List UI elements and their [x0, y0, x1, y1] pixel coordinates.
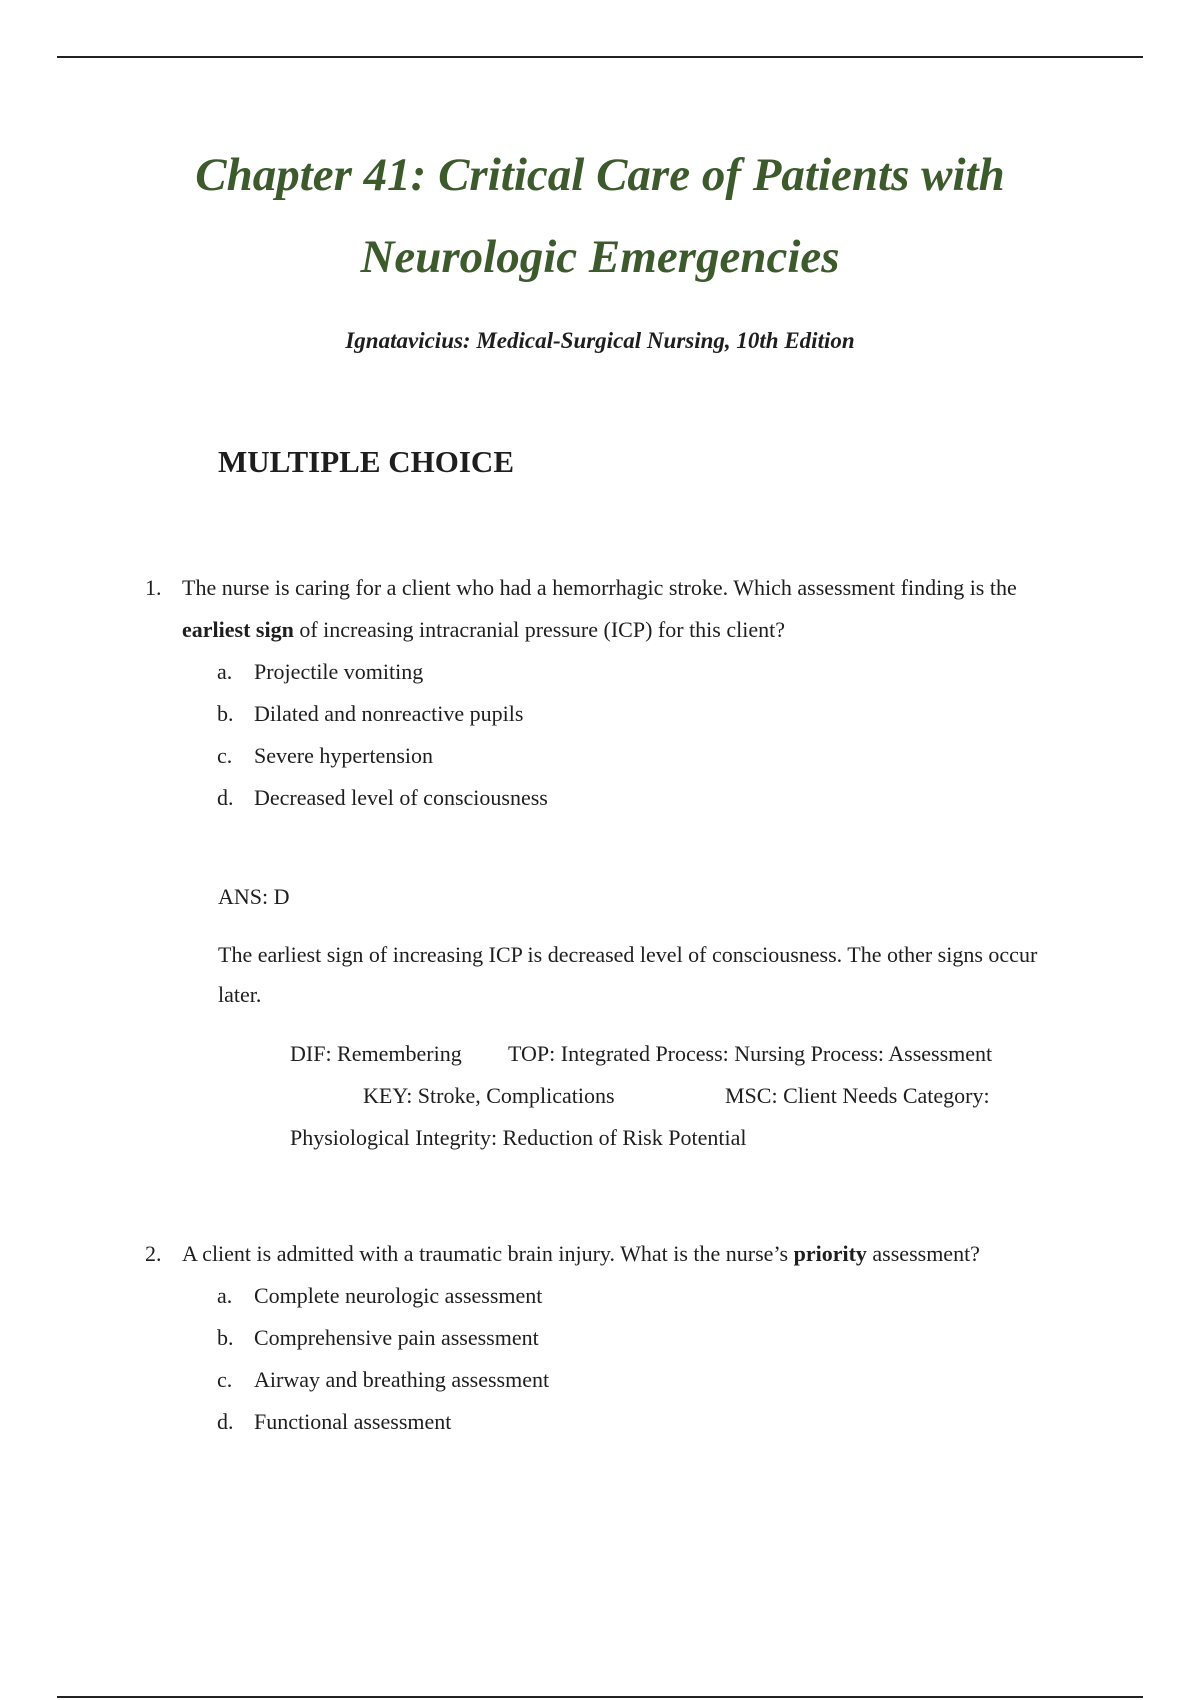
option-text: Comprehensive pain assessment: [254, 1325, 539, 1350]
section-heading: MULTIPLE CHOICE: [218, 444, 514, 479]
chapter-title: [0, 134, 1200, 298]
question-1: [145, 567, 1045, 819]
option-d: [145, 777, 1045, 819]
emphasis-text: earliest sign: [182, 617, 294, 642]
rationale: The earliest sign of increasing ICP is decreased level of consciousness. The other signs occur later.: [218, 942, 1038, 1007]
option-a: [145, 651, 1045, 693]
option-letter: c.: [217, 743, 233, 768]
option-letter: b.: [217, 1325, 234, 1350]
option-a: [145, 1275, 1045, 1317]
question-number: 1.: [145, 575, 162, 600]
question-stem: The nurse is caring for a client who had a hemorrhagic stroke. Which assessment finding is the earliest sign of increasing intracranial pressure (ICP) for this client?: [182, 575, 1017, 642]
option-text: Severe hypertension: [254, 743, 433, 768]
option-b: [145, 693, 1045, 735]
option-text: Complete neurologic assessment: [254, 1283, 543, 1308]
msc-meta-continued: Physiological Integrity: Reduction of Risk Potential: [290, 1125, 747, 1150]
chapter-title-line2: Neurologic Emergencies: [360, 231, 840, 283]
key-meta: KEY: Stroke, Complications: [363, 1083, 615, 1108]
chapter-title-line1: Chapter 41: Critical Care of Patients with: [195, 149, 1005, 201]
option-text: Airway and breathing assessment: [254, 1367, 550, 1392]
answer-options: [145, 1275, 1045, 1443]
top-rule: [57, 56, 1143, 58]
option-letter: a.: [217, 659, 233, 684]
option-text: Functional assessment: [254, 1409, 452, 1434]
question-number: 2.: [145, 1241, 162, 1266]
book-subtitle: Ignatavicius: Medical-Surgical Nursing, 10th Edition: [345, 328, 855, 353]
option-d: [145, 1401, 1045, 1443]
emphasis-text: priority: [793, 1241, 867, 1266]
option-c: [145, 735, 1045, 777]
question-stem: A client is admitted with a traumatic brain injury. What is the nurse’s priority assessment?: [182, 1241, 980, 1266]
answer-options: [145, 651, 1045, 819]
option-text: Decreased level of consciousness: [254, 785, 548, 810]
answer-key: ANS: D: [218, 884, 290, 909]
option-text: Projectile vomiting: [254, 659, 424, 684]
option-letter: c.: [217, 1367, 233, 1392]
option-letter: b.: [217, 701, 234, 726]
bottom-rule: [57, 1696, 1143, 1698]
msc-meta: MSC: Client Needs Category:: [725, 1083, 990, 1108]
question-2: [145, 1233, 1045, 1443]
option-letter: d.: [217, 1409, 234, 1434]
option-letter: a.: [217, 1283, 233, 1308]
difficulty-meta: DIF: Remembering: [290, 1041, 462, 1066]
topic-meta: TOP: Integrated Process: Nursing Process: Assessment: [508, 1041, 993, 1066]
option-c: [145, 1359, 1045, 1401]
option-text: Dilated and nonreactive pupils: [254, 701, 524, 726]
option-b: [145, 1317, 1045, 1359]
option-letter: d.: [217, 785, 234, 810]
